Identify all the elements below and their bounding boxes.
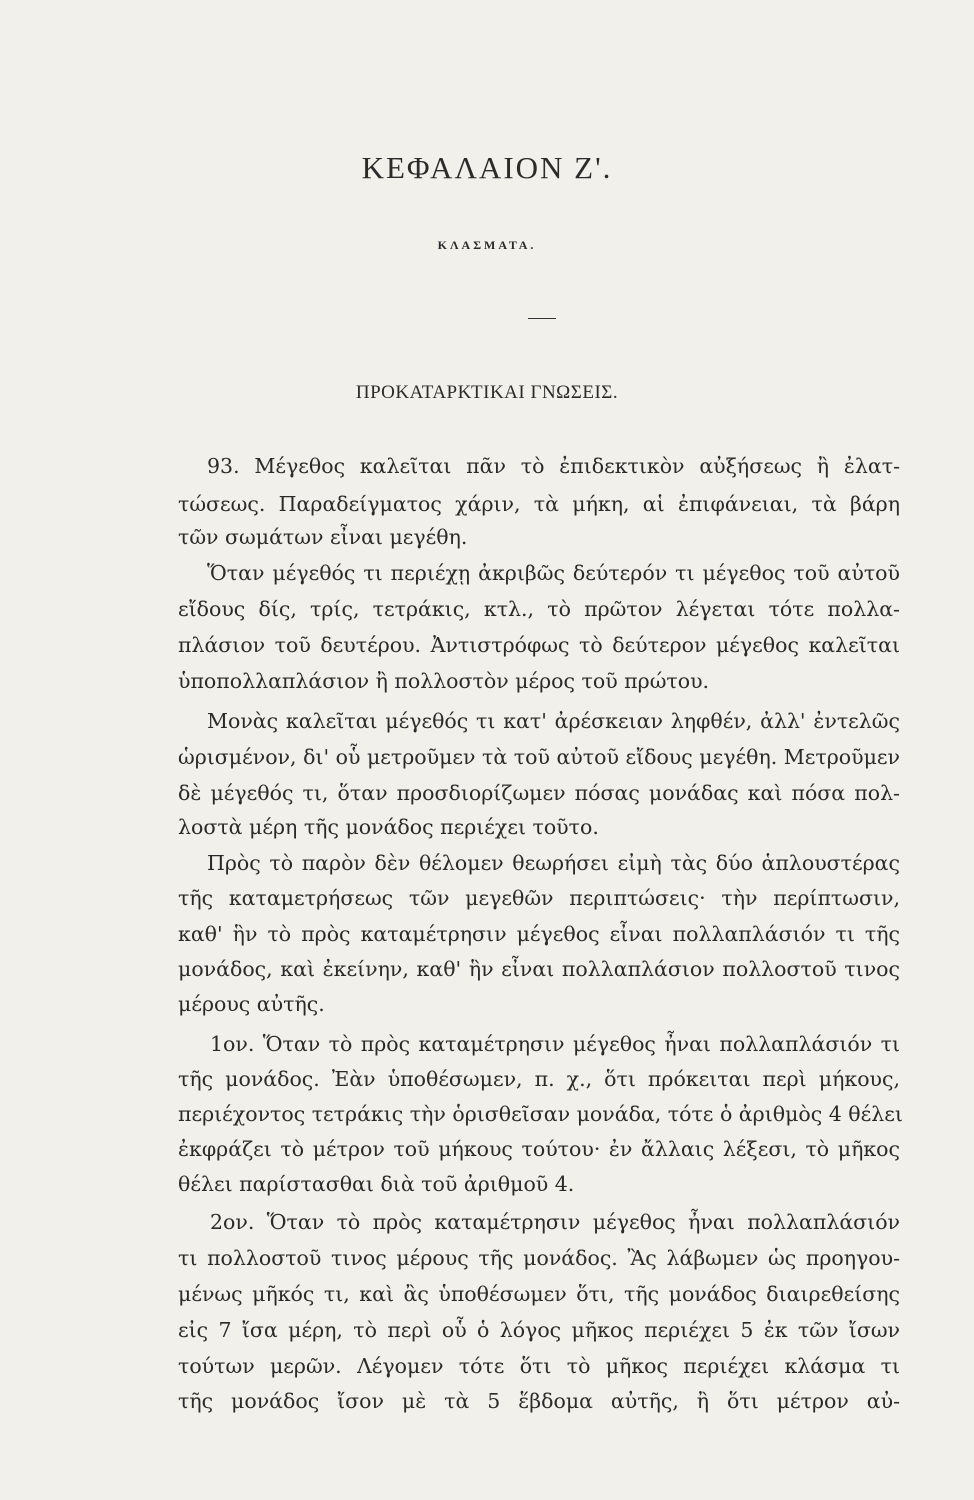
text-line: ἐκφράζει τὸ μέτρον τοῦ μήκους τούτου· ἐν ἄλλαις λέξεσι, τὸ μῆκος xyxy=(178,1137,900,1161)
text-line: περιέχοντος τετράκις τὴν ὁρισθεῖσαν μονάδα, τότε ὁ ἀριθμὸς 4 θέλει xyxy=(178,1102,903,1126)
text-line: μένως μῆκός τι, καὶ ἂς ὑποθέσωμεν ὅτι, τῆς μονάδος διαιρεθείσης xyxy=(178,1282,900,1306)
section-title: ΠΡΟΚΑΤΑΡΚΤΙΚΑΙ ΓΝΩΣΕΙΣ. xyxy=(355,382,619,403)
divider xyxy=(528,318,556,319)
text-line: τώσεως. Παραδείγματος χάριν, τὰ μήκη, αἱ ἐπιφάνειαι, τὰ βάρη xyxy=(178,492,900,516)
text-line: τῆς καταμετρήσεως τῶν μεγεθῶν περιπτώσεις· τὴν περίπτωσιν, xyxy=(178,886,900,910)
text-line: τούτων μερῶν. Λέγομεν τότε ὅτι τὸ μῆκος περιέχει κλάσμα τι xyxy=(178,1354,900,1378)
text-line: Ὅταν μέγεθός τι περιέχῃ ἀκριβῶς δεύτερόν τι μέγεθος τοῦ αὐτοῦ xyxy=(207,561,900,585)
text-line: ὡρισμένον, δι' οὗ μετροῦμεν τὰ τοῦ αὐτοῦ εἴδους μεγέθη. Μετροῦμεν xyxy=(178,745,900,769)
text-line: εἴδους δίς, τρίς, τετράκις, κτλ., τὸ πρῶτον λέγεται τότε πολλα- xyxy=(178,597,900,621)
text-line: εἰς 7 ἴσα μέρη, τὸ περὶ οὗ ὁ λόγος μῆκος περιέχει 5 ἐκ τῶν ἴσων xyxy=(178,1318,900,1342)
text-line: λοστὰ μέρη τῆς μονάδος περιέχει τοῦτο. xyxy=(178,815,599,839)
text-line: μονάδος, καὶ ἐκείνην, καθ' ἣν εἶναι πολλαπλάσιον πολλοστοῦ τινος xyxy=(178,957,900,981)
text-line: μέρους αὐτῆς. xyxy=(178,992,325,1016)
text-line: τι πολλοστοῦ τινος μέρους τῆς μονάδος. Ἂς λάβωμεν ὡς προηγου- xyxy=(178,1246,900,1270)
text-line: 93. Μέγεθος καλεῖται πᾶν τὸ ἐπιδεκτικὸν αὐξήσεως ἢ ἐλατ- xyxy=(207,454,900,478)
chapter-subtitle: ΚΛΑΣΜΑΤΑ. xyxy=(437,238,537,252)
chapter-title: ΚΕΦΑΛΑΙΟΝ Ζ'. xyxy=(361,150,613,185)
text-line: θέλει παρίστασθαι διὰ τοῦ ἀριθμοῦ 4. xyxy=(178,1172,575,1196)
text-line: 1ον. Ὅταν τὸ πρὸς καταμέτρησιν μέγεθος ἦναι πολλαπλάσιόν τι xyxy=(210,1032,900,1056)
text-line: τῆς μονάδος ἴσον μὲ τὰ 5 ἕβδομα αὐτῆς, ἢ ὅτι μέτρον αὐ- xyxy=(178,1389,900,1413)
text-line: δὲ μέγεθός τι, ὅταν προσδιορίζωμεν πόσας μονάδας καὶ πόσα πολ- xyxy=(178,781,900,805)
text-line: ὑποπολλαπλάσιον ἢ πολλοστὸν μέρος τοῦ πρώτου. xyxy=(178,669,710,693)
text-line: τῆς μονάδος. Ἐὰν ὑποθέσωμεν, π. χ., ὅτι πρόκειται περὶ μήκους, xyxy=(178,1067,900,1091)
text-line: Πρὸς τὸ παρὸν δὲν θέλομεν θεωρήσει εἰμὴ τὰς δύο ἁπλουστέρας xyxy=(207,851,900,875)
text-line: καθ' ἣν τὸ πρὸς καταμέτρησιν μέγεθος εἶναι πολλαπλάσιόν τι τῆς xyxy=(178,922,900,946)
text-line: πλάσιον τοῦ δευτέρου. Ἀντιστρόφως τὸ δεύτερον μέγεθος καλεῖται xyxy=(178,633,900,657)
text-line: 2ον. Ὅταν τὸ πρὸς καταμέτρησιν μέγεθος ἦναι πολλαπλάσιόν xyxy=(210,1210,900,1234)
text-line: τῶν σωμάτων εἶναι μεγέθη. xyxy=(178,525,468,549)
text-line: Μονὰς καλεῖται μέγεθός τι κατ' ἀρέσκειαν ληφθέν, ἀλλ' ἐντελῶς xyxy=(207,709,900,733)
